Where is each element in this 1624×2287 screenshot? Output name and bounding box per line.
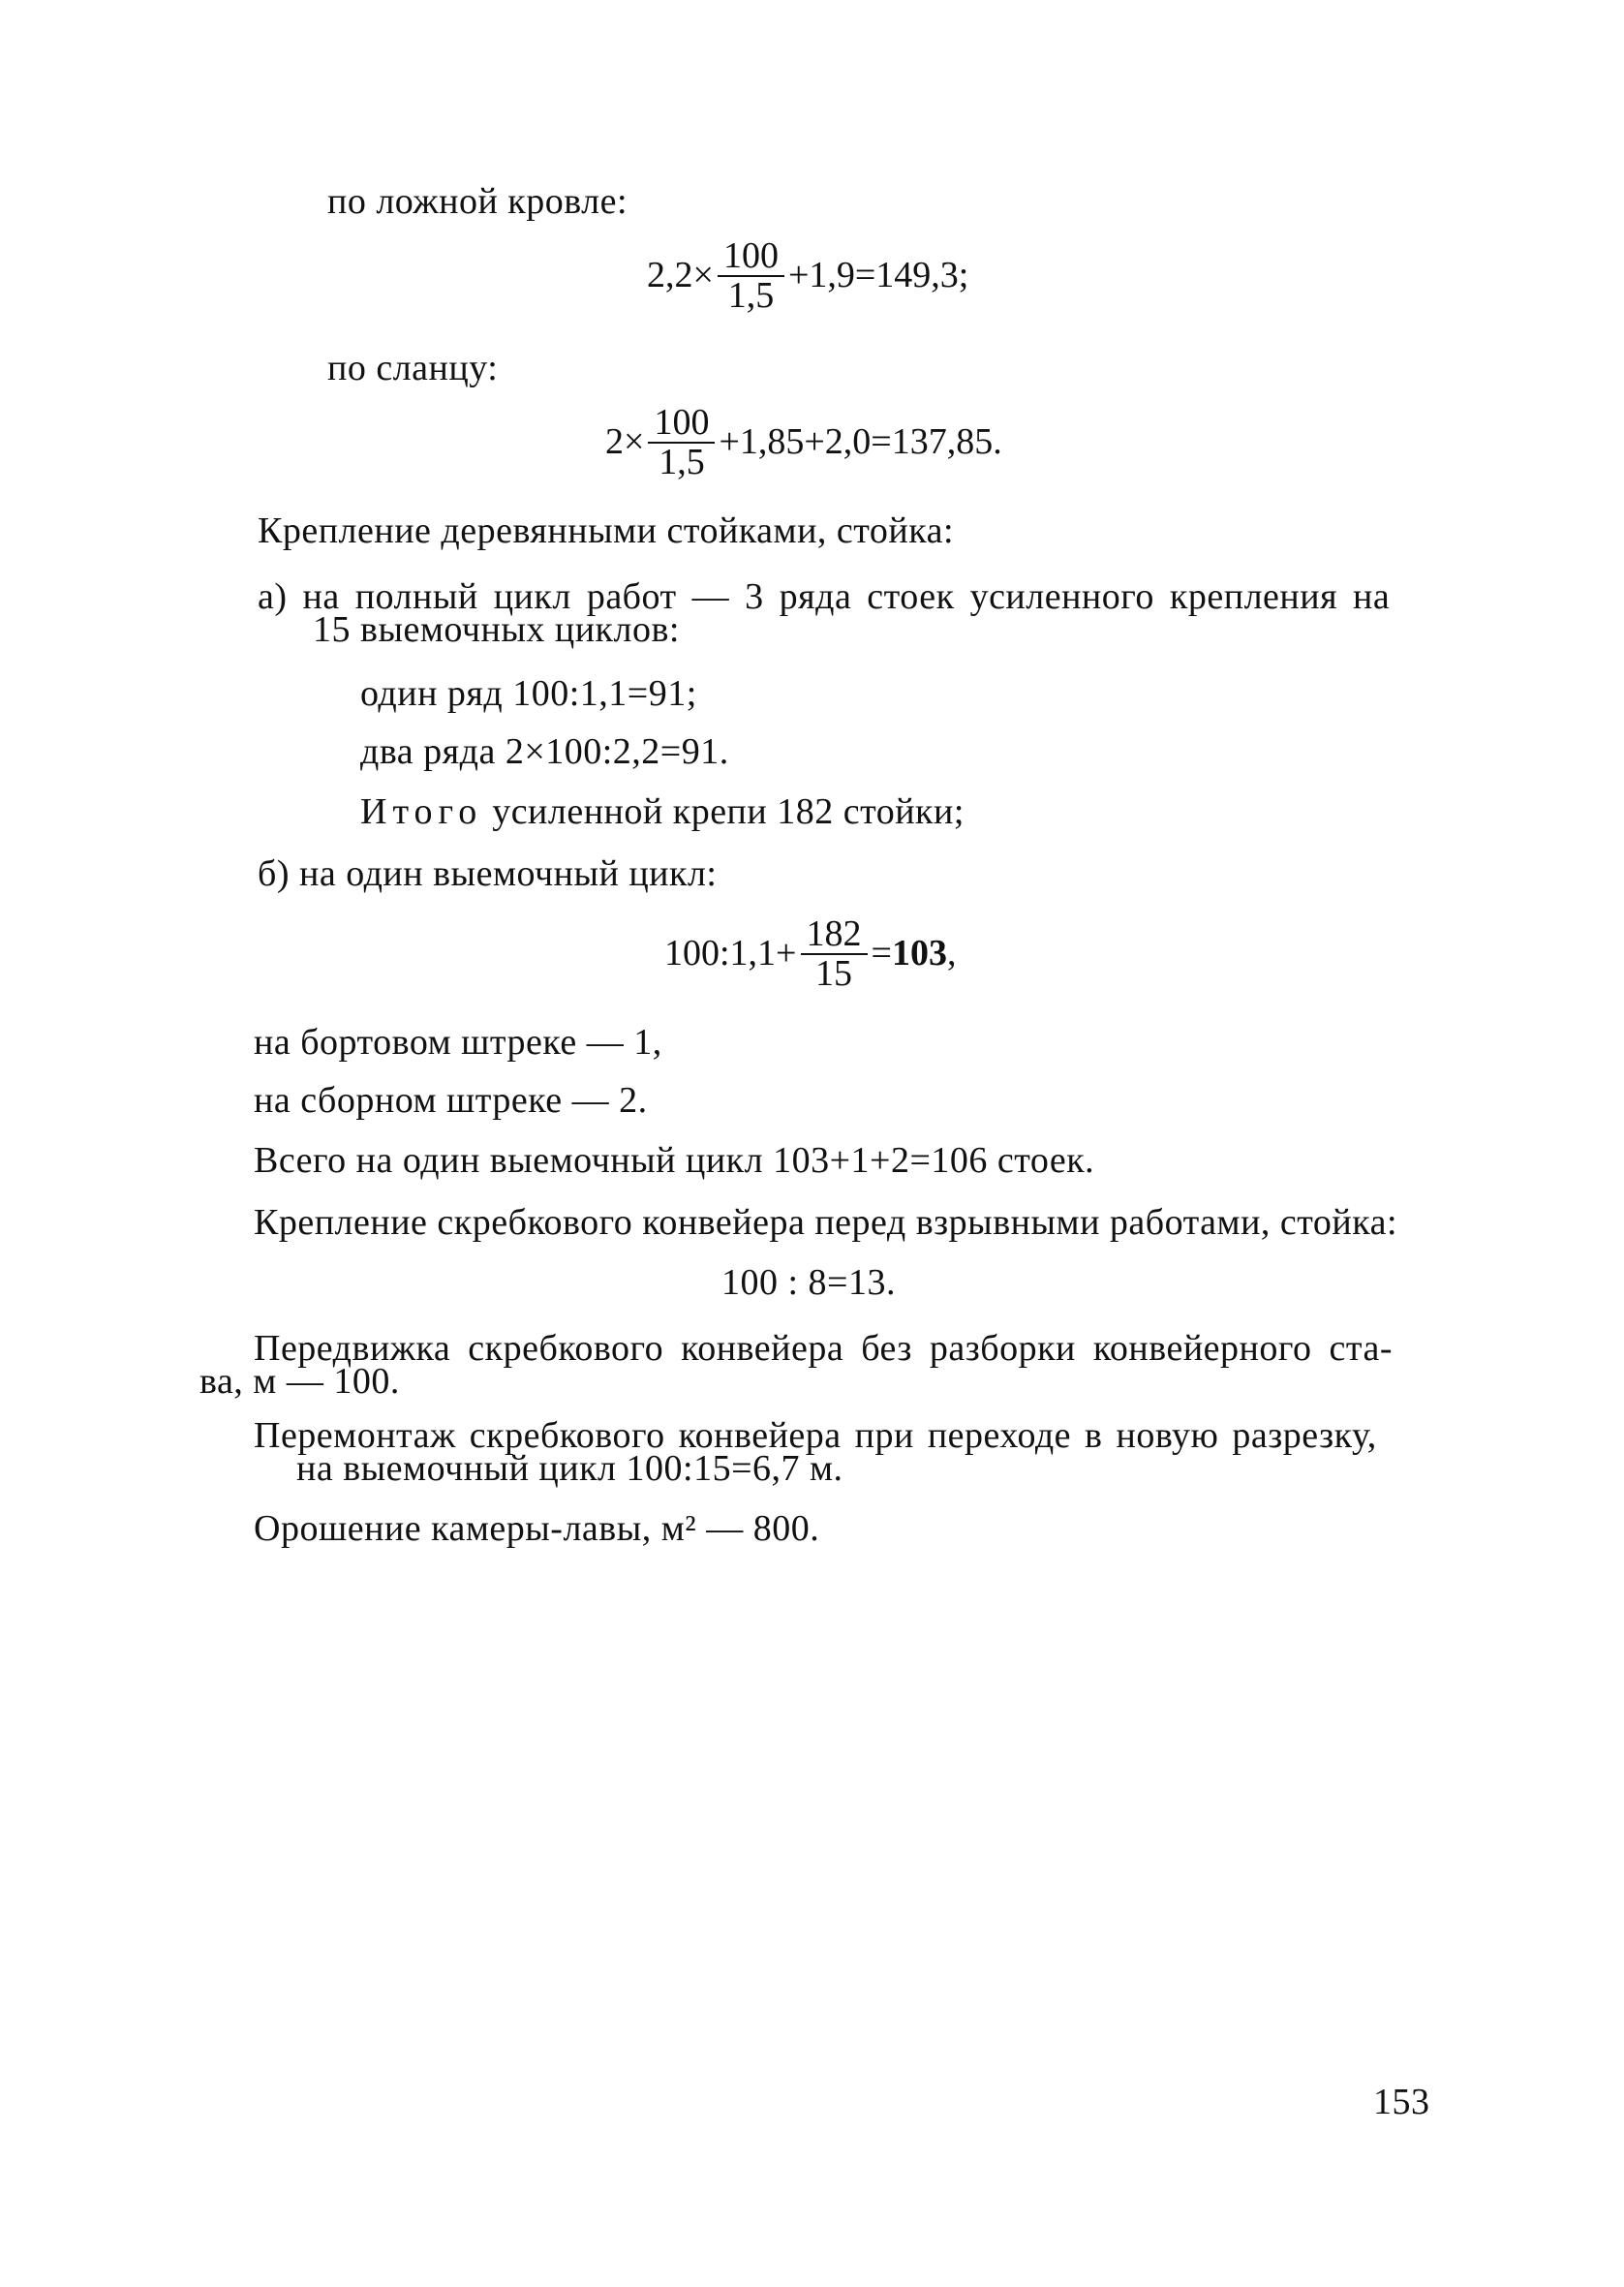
false-roof-label: по ложной кровле: (327, 181, 628, 222)
formula-equals: = (871, 933, 892, 974)
collecting-drift-line: на сборном штреке — 2. (254, 1080, 648, 1121)
formula-result: 103 (891, 933, 947, 974)
board-drift-line: на бортовом штреке — 1, (254, 1022, 662, 1063)
fraction (718, 236, 784, 314)
formula-suffix: +1,9=149,3; (787, 255, 969, 295)
formula-prefix: 100:1,1+ (664, 933, 797, 974)
fraction-denominator: 15 (815, 953, 852, 994)
item-b-line: б) на один выемочный цикл: (258, 853, 718, 894)
conveyor-move-line-1: Передвижка скребкового конвейера без разборки конвейерного ста- (254, 1328, 1393, 1369)
fraction-denominator: 1,5 (727, 275, 775, 316)
formula-suffix: +1,85+2,0=137,85. (719, 421, 1002, 462)
total-per-cycle-line: Всего на один выемочный цикл 103+1+2=106 стоек. (254, 1140, 1095, 1181)
conveyor-fixing-formula: 100 : 8=13. (721, 1262, 896, 1303)
two-rows-line: два ряда 2×100:2,2=91. (360, 731, 729, 772)
item-a-line-1: а) на полный цикл работ — 3 ряда стоек усиленного крепления на (258, 576, 1391, 617)
total-rest: усиленной крепи 182 стойки; (492, 791, 965, 832)
timber-props-heading: Крепление деревянными стойками, стойка: (258, 510, 955, 551)
chamber-irrigation-line: Орошение камеры-лавы, м² — 800. (254, 1508, 820, 1549)
total-word: Итого (360, 791, 483, 832)
total-reinforced-line (360, 790, 965, 833)
fraction (801, 914, 868, 992)
formula-prefix: 2× (605, 421, 645, 462)
one-cycle-formula (664, 914, 956, 992)
conveyor-remount-line-1: Перемонтаж скребкового конвейера при переходе в новую разрезку, (254, 1415, 1377, 1456)
conveyor-remount-line-2: на выемочный цикл 100:15=6,7 м. (296, 1448, 843, 1489)
formula-suffix: , (946, 933, 957, 974)
shale-label: по сланцу: (327, 348, 499, 388)
shale-formula (605, 403, 1002, 480)
item-a-line-2: 15 выемочных циклов: (313, 609, 680, 650)
conveyor-fixing-line: Крепление скребкового конвейера перед взрывными работами, стойка: (254, 1202, 1398, 1243)
fraction-numerator: 182 (806, 913, 862, 954)
formula-prefix: 2,2× (647, 255, 714, 295)
fraction-denominator: 1,5 (659, 442, 705, 482)
false-roof-formula (647, 236, 968, 314)
one-row-line: один ряд 100:1,1=91; (360, 673, 697, 714)
fraction (648, 403, 715, 480)
fraction-numerator: 100 (722, 235, 779, 276)
fraction-numerator: 100 (654, 402, 710, 443)
conveyor-move-line-2: ва, м — 100. (199, 1361, 400, 1402)
page-number: 153 (1373, 2082, 1430, 2122)
